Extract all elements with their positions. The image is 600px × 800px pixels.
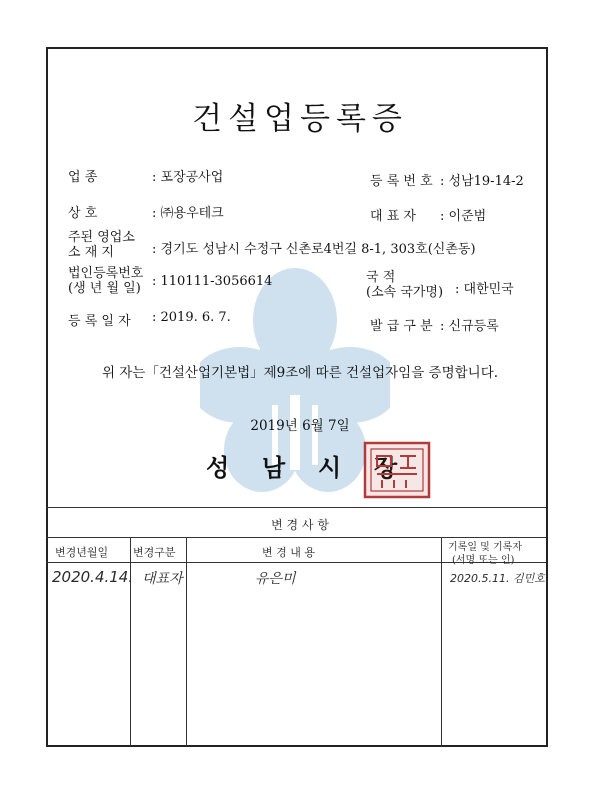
issuer-char-2: 남	[262, 453, 286, 482]
issuer-char-3: 시	[318, 453, 342, 482]
changes-heading: 변 경 사 항	[271, 518, 329, 532]
changes-top-line	[46, 507, 546, 508]
corporate-no-value: : 110111-3056614	[152, 274, 273, 289]
office-address-label-line1: 주된 영업소	[68, 230, 135, 245]
corporate-no-label-line2: (생 년 월 일)	[68, 281, 141, 296]
registration-date-value: : 2019. 6. 7.	[152, 310, 231, 325]
col-signature: (서명 또는 인)	[452, 555, 515, 566]
office-address-value: : 경기도 성남시 수정구 신촌로4번길 8-1, 303호(신촌동)	[152, 242, 476, 257]
office-address-label	[68, 230, 135, 260]
issue-type-value: : 신규등록	[440, 319, 499, 334]
issue-date: 2019년 6월 7일	[250, 418, 350, 434]
registration-date-label: 등 록 일 자	[68, 314, 131, 329]
changes-col-divider-2	[186, 537, 187, 747]
official-seal-stamp	[362, 440, 432, 500]
col-change-type: 변경구분	[133, 546, 176, 559]
change-date-handwritten: 2020.4.14.	[52, 568, 134, 586]
company-name-value: : ㈜용우테크	[152, 206, 224, 221]
change-content-handwritten: 유은미	[255, 571, 296, 587]
business-type-value: : 포장공사업	[152, 170, 224, 185]
representative-value: : 이준범	[440, 209, 487, 224]
record-handwritten: 2020.5.11. 김민호	[450, 572, 545, 585]
col-record-date: 기록일 및 기록자	[448, 542, 522, 553]
nationality-label-line2: (소속 국가명)	[366, 285, 444, 300]
nationality-label-line1: 국 적	[366, 270, 396, 285]
corporate-no-label-line1: 법인등록번호	[68, 266, 144, 281]
nationality-label	[366, 270, 443, 300]
change-type-handwritten: 대표자	[142, 571, 183, 587]
company-name-label: 상 호	[68, 206, 98, 221]
col-change-content: 변 경 내 용	[262, 546, 315, 559]
representative-label: 대 표 자	[370, 209, 416, 224]
office-address-label-line2: 소 재 지	[68, 245, 114, 260]
nationality-value: : 대한민국	[455, 282, 514, 297]
issue-type-label: 발 급 구 분	[370, 319, 433, 334]
changes-col-divider-3	[441, 537, 442, 747]
business-type-label: 업 종	[68, 170, 98, 185]
issuer-char-1: 성	[206, 453, 230, 482]
registration-no-value: : 성남19-14-2	[440, 174, 524, 189]
col-change-date: 변경년월일	[55, 546, 109, 559]
certification-statement: 위 자는「건설산업기본법」제9조에 따른 건설업자임을 증명합니다.	[101, 365, 499, 381]
document-title: 건설업등록증	[192, 101, 408, 137]
corporate-no-label	[68, 266, 143, 296]
registration-no-label: 등 록 번 호	[370, 174, 433, 189]
